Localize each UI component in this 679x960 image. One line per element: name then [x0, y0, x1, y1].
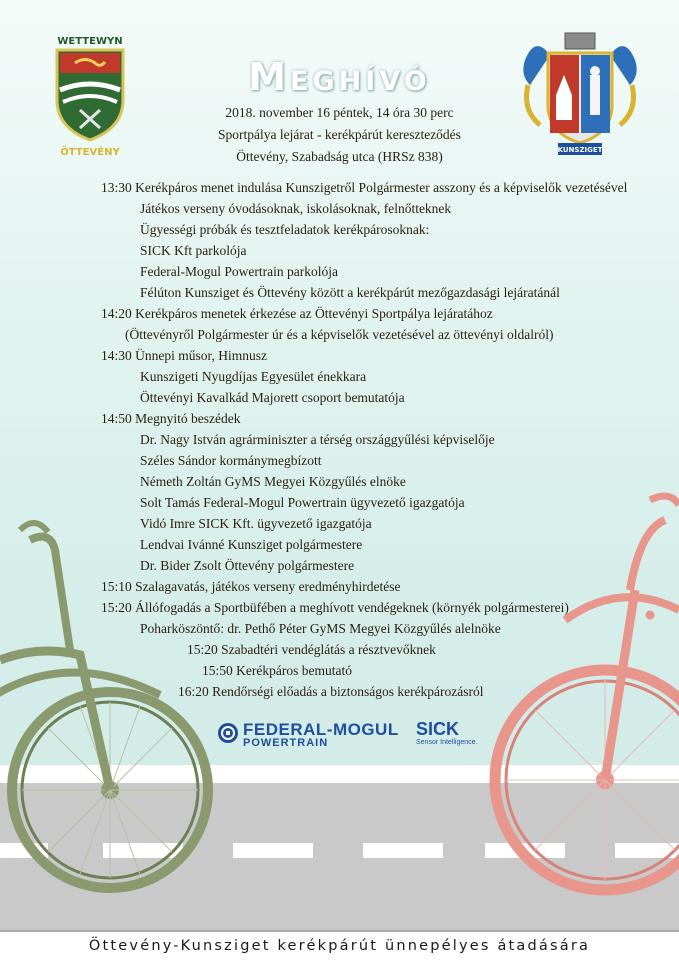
program-line: 13:30 Kerékpáros menet indulása Kunszigetről Polgármester asszony és a képviselők vezetésével: [101, 180, 628, 195]
page-title: Meghívó: [248, 55, 431, 99]
road-dash: [233, 843, 313, 858]
program-line: Ügyességi próbák és tesztfeladatok kerékpárosoknak:: [140, 222, 430, 237]
program-line: (Öttevényről Polgármester úr és a képviselők vezetésével az öttevényi oldalról): [125, 327, 554, 342]
program-line: Széles Sándor kormánymegbízott: [140, 453, 322, 468]
program-line: Kunszigeti Nyugdíjas Egyesület énekkara: [140, 369, 367, 384]
program-line: 14:50 Megnyitó beszédek: [101, 411, 241, 426]
program-line: Dr. Bider Zsolt Öttevény polgármestere: [140, 558, 355, 573]
pink-bicycle-illustration: [470, 480, 679, 920]
sick-tagline: Sensor Intelligence.: [416, 739, 478, 746]
footer-caption: Öttevény-Kunsziget kerékpárút ünnepélyes átadására: [0, 932, 679, 960]
program-line: Poharköszöntő: dr. Pethő Péter GyMS Megyei Közgyűlés alelnöke: [140, 621, 501, 636]
program-line: Solt Tamás Federal-Mogul Powertrain ügyvezető igazgatója: [140, 495, 465, 510]
left-logo-top-text: WETTEWYN: [57, 36, 123, 47]
event-venue: Sportpálya lejárat - kerékpárút kereszteződés: [218, 127, 461, 142]
program-line: Játékos verseny óvodásoknak, iskolásoknak, felnőtteknek: [140, 201, 452, 216]
program-line: Dr. Nagy István agrárminiszter a térség országgyűlési képviselője: [140, 432, 495, 447]
program-line: Federal-Mogul Powertrain parkolója: [140, 264, 338, 279]
program-line: 15:20 Szabadtéri vendéglátás a résztvevőknek: [187, 642, 436, 657]
program-line: 14:30 Ünnepi műsor, Himnusz: [101, 348, 267, 363]
road-dash: [363, 843, 443, 858]
green-bicycle-illustration: [0, 520, 230, 940]
left-logo-bottom-text: ÖTTEVÉNY: [60, 147, 120, 158]
program-line: Öttevényi Kavalkád Majorett csoport bemutatója: [140, 390, 405, 405]
program-line: Lendvai Ivánné Kunsziget polgármestere: [140, 537, 363, 552]
program-line: 15:20 Állófogadás a Sportbüfében a meghívott vendégeknek (környék polgármesterei): [101, 600, 569, 615]
sick-name: SICK: [416, 719, 460, 739]
right-logo-text: KUNSZIGET: [557, 146, 603, 154]
event-date: 2018. november 16 péntek, 14 óra 30 perc: [225, 105, 454, 120]
program-line: Vidó Imre SICK Kft. ügyvezető igazgatója: [140, 516, 372, 531]
program-line: Félúton Kunsziget és Öttevény között a kerékpárút mezőgazdasági lejáratánál: [140, 285, 560, 300]
powertrain-name: POWERTRAIN: [243, 737, 329, 749]
program-line: 15:10 Szalagavatás, játékos verseny eredményhirdetése: [101, 579, 401, 594]
program-line: 16:20 Rendőrségi előadás a biztonságos kerékpározásról: [178, 684, 484, 699]
federal-mogul-name: FEDERAL-MOGUL: [243, 720, 399, 739]
program-line: Németh Zoltán GyMS Megyei Közgyűlés elnöke: [140, 474, 406, 489]
program-line: 15:50 Kerékpáros bemutató: [202, 663, 352, 678]
program-line: SICK Kft parkolója: [140, 243, 247, 258]
program-line: 14:20 Kerékpáros menetek érkezése az Öttevényi Sportpálya lejáratához: [101, 306, 493, 321]
event-address: Öttevény, Szabadság utca (HRSz 838): [236, 149, 443, 164]
